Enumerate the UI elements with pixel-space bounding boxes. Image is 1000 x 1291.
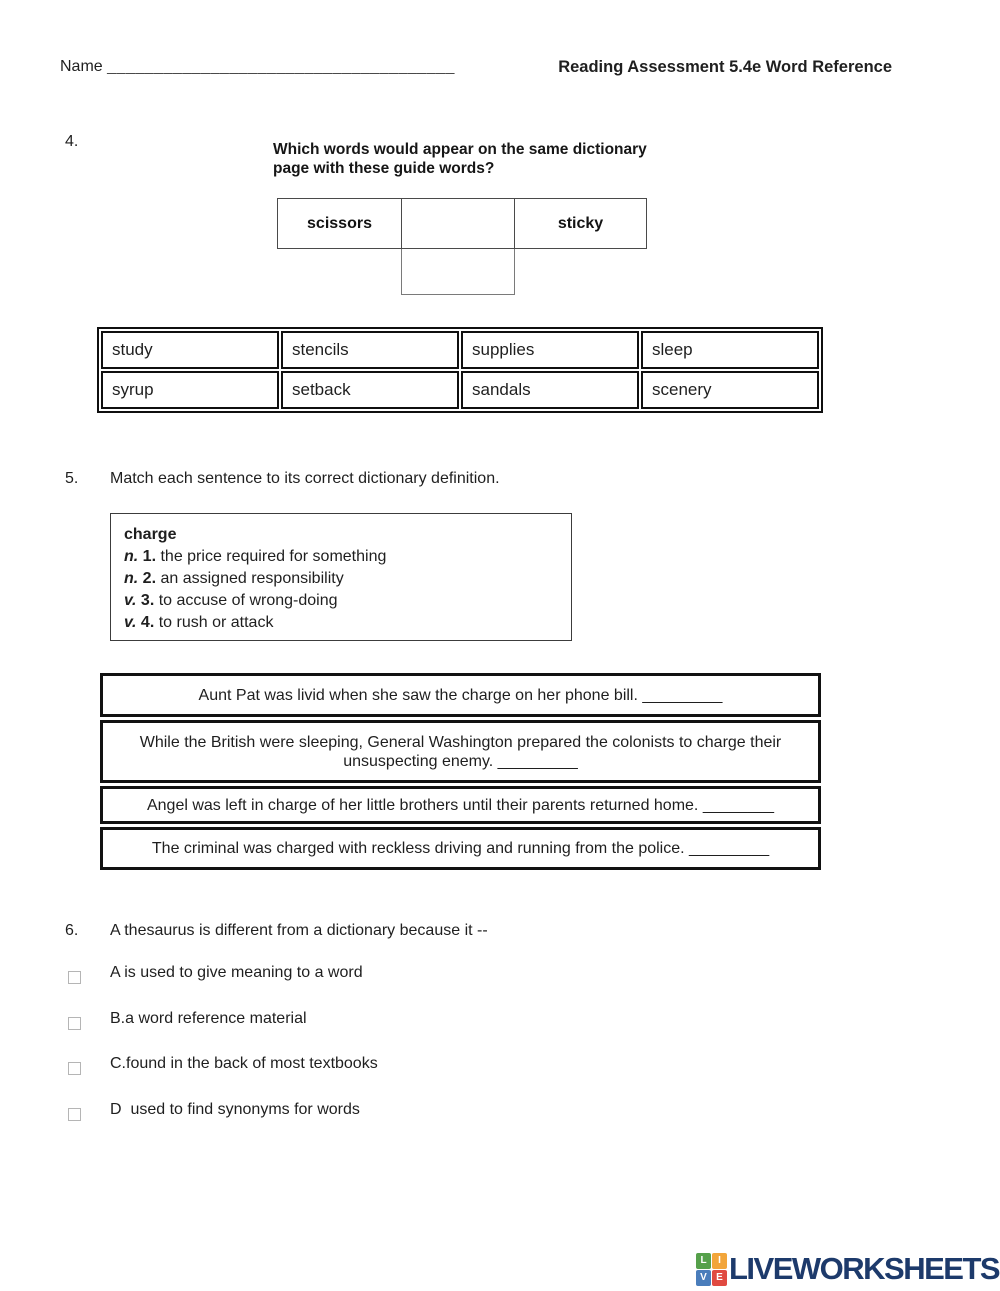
- option-b-checkbox[interactable]: [68, 1017, 81, 1030]
- definition-number: 1.: [142, 548, 157, 565]
- option-d-checkbox[interactable]: [68, 1108, 81, 1121]
- word-bank-cell[interactable]: study: [101, 331, 279, 369]
- word-bank-cell[interactable]: scenery: [641, 371, 819, 409]
- question-5-number: 5.: [65, 470, 79, 487]
- option-a-label: A is used to give meaning to a word: [110, 964, 363, 981]
- option-d-label: D used to find synonyms for words: [110, 1101, 360, 1118]
- question-4-number: 4.: [65, 133, 79, 150]
- dictionary-entry-box: [110, 513, 572, 641]
- word-bank-cell[interactable]: sandals: [461, 371, 639, 409]
- definition-text: the price required for something: [160, 548, 387, 565]
- guide-word-middle-blank-cell: [401, 198, 515, 249]
- liveworksheets-logo: [696, 1252, 999, 1286]
- name-line: [60, 58, 455, 76]
- sentence-answer-box[interactable]: The criminal was charged with reckless driving and running from the police. _________: [100, 827, 821, 870]
- worksheet-title: Reading Assessment 5.4e Word Reference: [558, 58, 892, 76]
- logo-tile-l: L: [696, 1253, 711, 1269]
- part-of-speech: v.: [124, 614, 137, 631]
- name-blank-field[interactable]: _____________________________________: [107, 58, 455, 75]
- question-4-text: Which words would appear on the same dictionary page with these guide words?: [273, 141, 647, 177]
- guide-word-lower-blank-cell: [401, 249, 515, 295]
- sentence-answer-box[interactable]: Angel was left in charge of her little brothers until their parents returned home. ________: [100, 786, 821, 824]
- dictionary-definition: [124, 590, 561, 612]
- sentence-answer-box[interactable]: Aunt Pat was livid when she saw the charge on her phone bill. _________: [100, 673, 821, 717]
- logo-tile-e: E: [712, 1270, 727, 1286]
- word-bank-table: [97, 327, 823, 413]
- guide-word-left-cell: scissors: [277, 198, 402, 249]
- sentence-answer-box[interactable]: While the British were sleeping, General Washington prepared the colonists to charge their unsuspecting enemy. _________: [100, 720, 821, 783]
- part-of-speech: n.: [124, 570, 139, 587]
- definition-number: 3.: [140, 592, 155, 609]
- name-label: Name: [60, 58, 103, 75]
- liveworksheets-logo-icon: [696, 1253, 727, 1286]
- definition-number: 4.: [140, 614, 155, 631]
- word-bank-cell[interactable]: syrup: [101, 371, 279, 409]
- logo-tile-i: I: [712, 1253, 727, 1269]
- word-bank-row: [101, 371, 819, 409]
- definition-text: to accuse of wrong-doing: [158, 592, 338, 609]
- dictionary-definition: [124, 546, 561, 568]
- logo-tile-v: V: [696, 1270, 711, 1286]
- part-of-speech: n.: [124, 548, 139, 565]
- dictionary-headword: charge: [124, 526, 177, 543]
- word-bank-cell[interactable]: sleep: [641, 331, 819, 369]
- guide-word-right-cell: sticky: [514, 198, 647, 249]
- option-c-label: C.found in the back of most textbooks: [110, 1055, 378, 1072]
- word-bank-cell[interactable]: stencils: [281, 331, 459, 369]
- word-bank-cell[interactable]: setback: [281, 371, 459, 409]
- option-a-checkbox[interactable]: [68, 971, 81, 984]
- definition-text: to rush or attack: [158, 614, 274, 631]
- word-bank-row: [101, 331, 819, 369]
- question-6-prompt: A thesaurus is different from a dictionary because it --: [110, 922, 488, 939]
- definition-number: 2.: [142, 570, 157, 587]
- question-5-prompt: Match each sentence to its correct dictionary definition.: [110, 470, 500, 487]
- definition-text: an assigned responsibility: [160, 570, 344, 587]
- option-b-label: B.a word reference material: [110, 1010, 307, 1027]
- logo-text: LIVEWORKSHEETS: [729, 1251, 1000, 1286]
- dictionary-definition: [124, 612, 561, 634]
- dictionary-definition: [124, 568, 561, 590]
- word-bank-cell[interactable]: supplies: [461, 331, 639, 369]
- option-c-checkbox[interactable]: [68, 1062, 81, 1075]
- guide-words-diagram: [277, 198, 648, 295]
- sentence-list: [100, 673, 821, 873]
- question-6-number: 6.: [65, 922, 79, 939]
- part-of-speech: v.: [124, 592, 137, 609]
